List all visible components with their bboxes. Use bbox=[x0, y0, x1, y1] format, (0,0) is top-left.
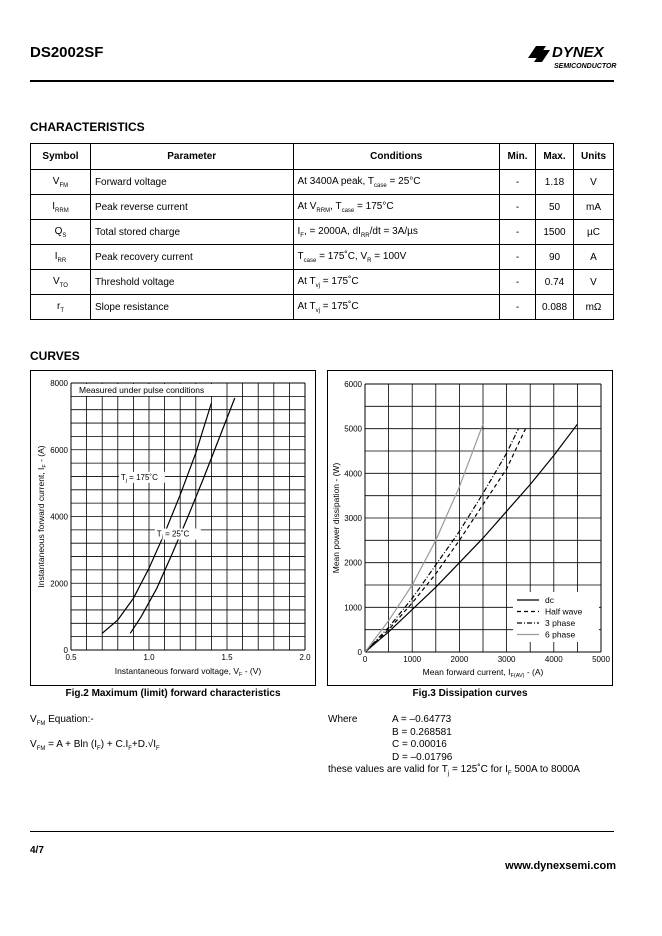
footer-rule bbox=[30, 831, 614, 832]
fig2-chart bbox=[31, 371, 315, 685]
header-min: Min. bbox=[500, 144, 536, 170]
y-tick-label: 6000 bbox=[344, 380, 362, 389]
cell-conditions: At $V_{RRM}$, $T_{case} = 175^\circ C$ bbox=[293, 195, 500, 220]
cell-parameter: Peak reverse current bbox=[90, 195, 293, 220]
y-tick-label: 8000 bbox=[50, 379, 68, 388]
cell-conditions: At $T_{vj}$ = 175˚C bbox=[293, 270, 500, 295]
cell-conditions: At $T_{vj}$ = 175˚C bbox=[293, 295, 500, 320]
where-label: Where bbox=[328, 714, 358, 725]
y-tick-label: 1000 bbox=[344, 603, 362, 613]
vfm-equation: $V_{FM} = A + Bln$ $(I_F) + C.I_F+D.√I_F$ bbox=[30, 739, 160, 752]
coefficients bbox=[392, 714, 452, 764]
cell-conditions: At 3400A peak, $T_{case} = 25^\circ C$ bbox=[293, 170, 500, 195]
cell-parameter: Peak recovery current bbox=[90, 245, 293, 270]
cell-max: 0.088 bbox=[536, 295, 574, 320]
fig3-caption: Fig.3 Dissipation curves bbox=[412, 688, 528, 699]
fig2-caption: Fig.2 Maximum (limit) forward characteristics bbox=[65, 688, 281, 699]
table-header-row bbox=[31, 144, 614, 170]
header-units: Units bbox=[574, 144, 614, 170]
cell-parameter: Total stored charge bbox=[90, 220, 293, 245]
logo-emblem-icon bbox=[528, 46, 550, 62]
x-tick-label: 2.0 bbox=[299, 653, 311, 662]
series-label-1: $T_j$ = 175˚C bbox=[120, 472, 158, 484]
coef-d: D = –0.01796 bbox=[392, 751, 453, 763]
cell-min: - bbox=[500, 195, 536, 220]
cell-symbol: $r_T$ bbox=[31, 295, 91, 320]
cell-conditions: $T_{case}$ = 175˚C, $V_R = 100V$ bbox=[293, 245, 500, 270]
section-title-curves: CURVES bbox=[30, 349, 80, 363]
cell-parameter: Threshold voltage bbox=[90, 270, 293, 295]
y-tick-label: 4000 bbox=[50, 512, 68, 522]
website-url: www.dynexsemi.com bbox=[505, 860, 616, 872]
cell-symbol: $I_{RRM}$ bbox=[31, 195, 91, 220]
x-tick-label: 1.0 bbox=[143, 653, 155, 662]
x-tick-label: 0.5 bbox=[65, 653, 77, 662]
characteristics-table bbox=[30, 143, 614, 320]
coef-a: A = –0.64773 bbox=[392, 714, 452, 725]
cell-symbol: $I_{RR}$ bbox=[31, 245, 91, 270]
x-tick-label: 5000 bbox=[592, 655, 610, 664]
annotation-text: Measured under pulse conditions bbox=[79, 385, 205, 395]
y-tick-label: 4000 bbox=[344, 469, 362, 479]
table-row bbox=[31, 195, 614, 220]
cell-max: 90 bbox=[536, 245, 574, 270]
y-axis-label: Mean power dissipation - (W) bbox=[331, 462, 341, 574]
validity-note: these values are valid for $T_j$ = 125˚C for $I_F$ 500A to 8000A bbox=[328, 764, 580, 777]
x-tick-label: 1.5 bbox=[221, 653, 233, 662]
x-tick-label: 3000 bbox=[497, 655, 516, 664]
dynex-logo bbox=[526, 40, 626, 74]
vfm-equation-label: $V_{FM}$ Equation:- bbox=[30, 714, 94, 727]
x-tick-label: 0 bbox=[362, 655, 368, 664]
y-tick-label: 2000 bbox=[344, 558, 362, 568]
coef-c: C = 0.00016 bbox=[392, 739, 447, 750]
cell-min: - bbox=[500, 245, 536, 270]
header-rule bbox=[30, 80, 614, 82]
series-line-1 bbox=[102, 403, 211, 633]
cell-parameter: Forward voltage bbox=[90, 170, 293, 195]
y-tick-label: 6000 bbox=[50, 445, 68, 455]
cell-min: - bbox=[500, 220, 536, 245]
y-tick-label: 2000 bbox=[50, 579, 68, 589]
legend-label-3: 3 phase bbox=[545, 618, 576, 628]
header-max: Max. bbox=[536, 144, 574, 170]
cell-symbol: $V_{TO}$ bbox=[31, 270, 91, 295]
x-axis-label: Mean forward current, $I_{F(AV)} - (A)$ bbox=[422, 667, 544, 679]
cell-min: - bbox=[500, 170, 536, 195]
y-tick-label: 3000 bbox=[344, 514, 362, 523]
cell-max: 50 bbox=[536, 195, 574, 220]
page-number: 4/7 bbox=[30, 845, 44, 856]
logo-wordmark: DYNEX bbox=[552, 44, 604, 61]
legend-label-2: Half wave bbox=[545, 606, 583, 617]
x-tick-label: 1000 bbox=[403, 655, 422, 664]
coef-b: B = 0.268581 bbox=[392, 726, 452, 738]
section-title-characteristics: CHARACTERISTICS bbox=[30, 120, 145, 134]
y-tick-label: 0 bbox=[63, 646, 68, 655]
legend-label-1: dc bbox=[545, 595, 554, 605]
table-row bbox=[31, 295, 614, 320]
cell-units: A bbox=[574, 245, 614, 270]
cell-symbol: $Q_S$ bbox=[31, 220, 91, 245]
legend-label-4: 6 phase bbox=[545, 629, 576, 640]
cell-max: 1.18 bbox=[536, 170, 574, 195]
fig3-chart-frame bbox=[327, 370, 613, 686]
y-tick-label: 5000 bbox=[344, 424, 362, 434]
series-label-2: $T_j$ = 25˚C bbox=[156, 529, 190, 541]
y-tick-label: 0 bbox=[357, 648, 362, 657]
table-row bbox=[31, 170, 614, 195]
cell-units: µC bbox=[574, 220, 614, 245]
x-tick-label: 2000 bbox=[450, 655, 469, 664]
cell-units: V bbox=[574, 270, 614, 295]
series-line-2 bbox=[130, 398, 235, 633]
cell-min: - bbox=[500, 270, 536, 295]
cell-parameter: Slope resistance bbox=[90, 295, 293, 320]
header-symbol: Symbol bbox=[31, 144, 91, 170]
cell-min: - bbox=[500, 295, 536, 320]
logo-subtitle: SEMICONDUCTOR bbox=[554, 63, 617, 70]
x-tick-label: 4000 bbox=[544, 655, 563, 664]
table-row bbox=[31, 270, 614, 295]
table-row bbox=[31, 220, 614, 245]
cell-units: mΩ bbox=[574, 295, 614, 320]
cell-max: 1500 bbox=[536, 220, 574, 245]
cell-units: mA bbox=[574, 195, 614, 220]
header-parameter: Parameter bbox=[90, 144, 293, 170]
x-axis-label: Instantaneous forward voltage, $V_F - (V)$ bbox=[114, 666, 262, 678]
y-axis-label: Instantaneous forward current, $I_F - (A)$ bbox=[36, 445, 48, 588]
cell-conditions: $I_F$, = 2000A, $dI_{RR}/dt = 3A/\mu s$ bbox=[293, 220, 500, 245]
fig3-chart bbox=[328, 371, 612, 685]
table-row bbox=[31, 245, 614, 270]
cell-max: 0.74 bbox=[536, 270, 574, 295]
header-conditions: Conditions bbox=[293, 144, 500, 170]
series-line-4 bbox=[365, 424, 483, 652]
cell-units: V bbox=[574, 170, 614, 195]
cell-symbol: $V_{FM}$ bbox=[31, 170, 91, 195]
document-code: DS2002SF bbox=[30, 44, 104, 61]
fig2-chart-frame bbox=[30, 370, 316, 686]
